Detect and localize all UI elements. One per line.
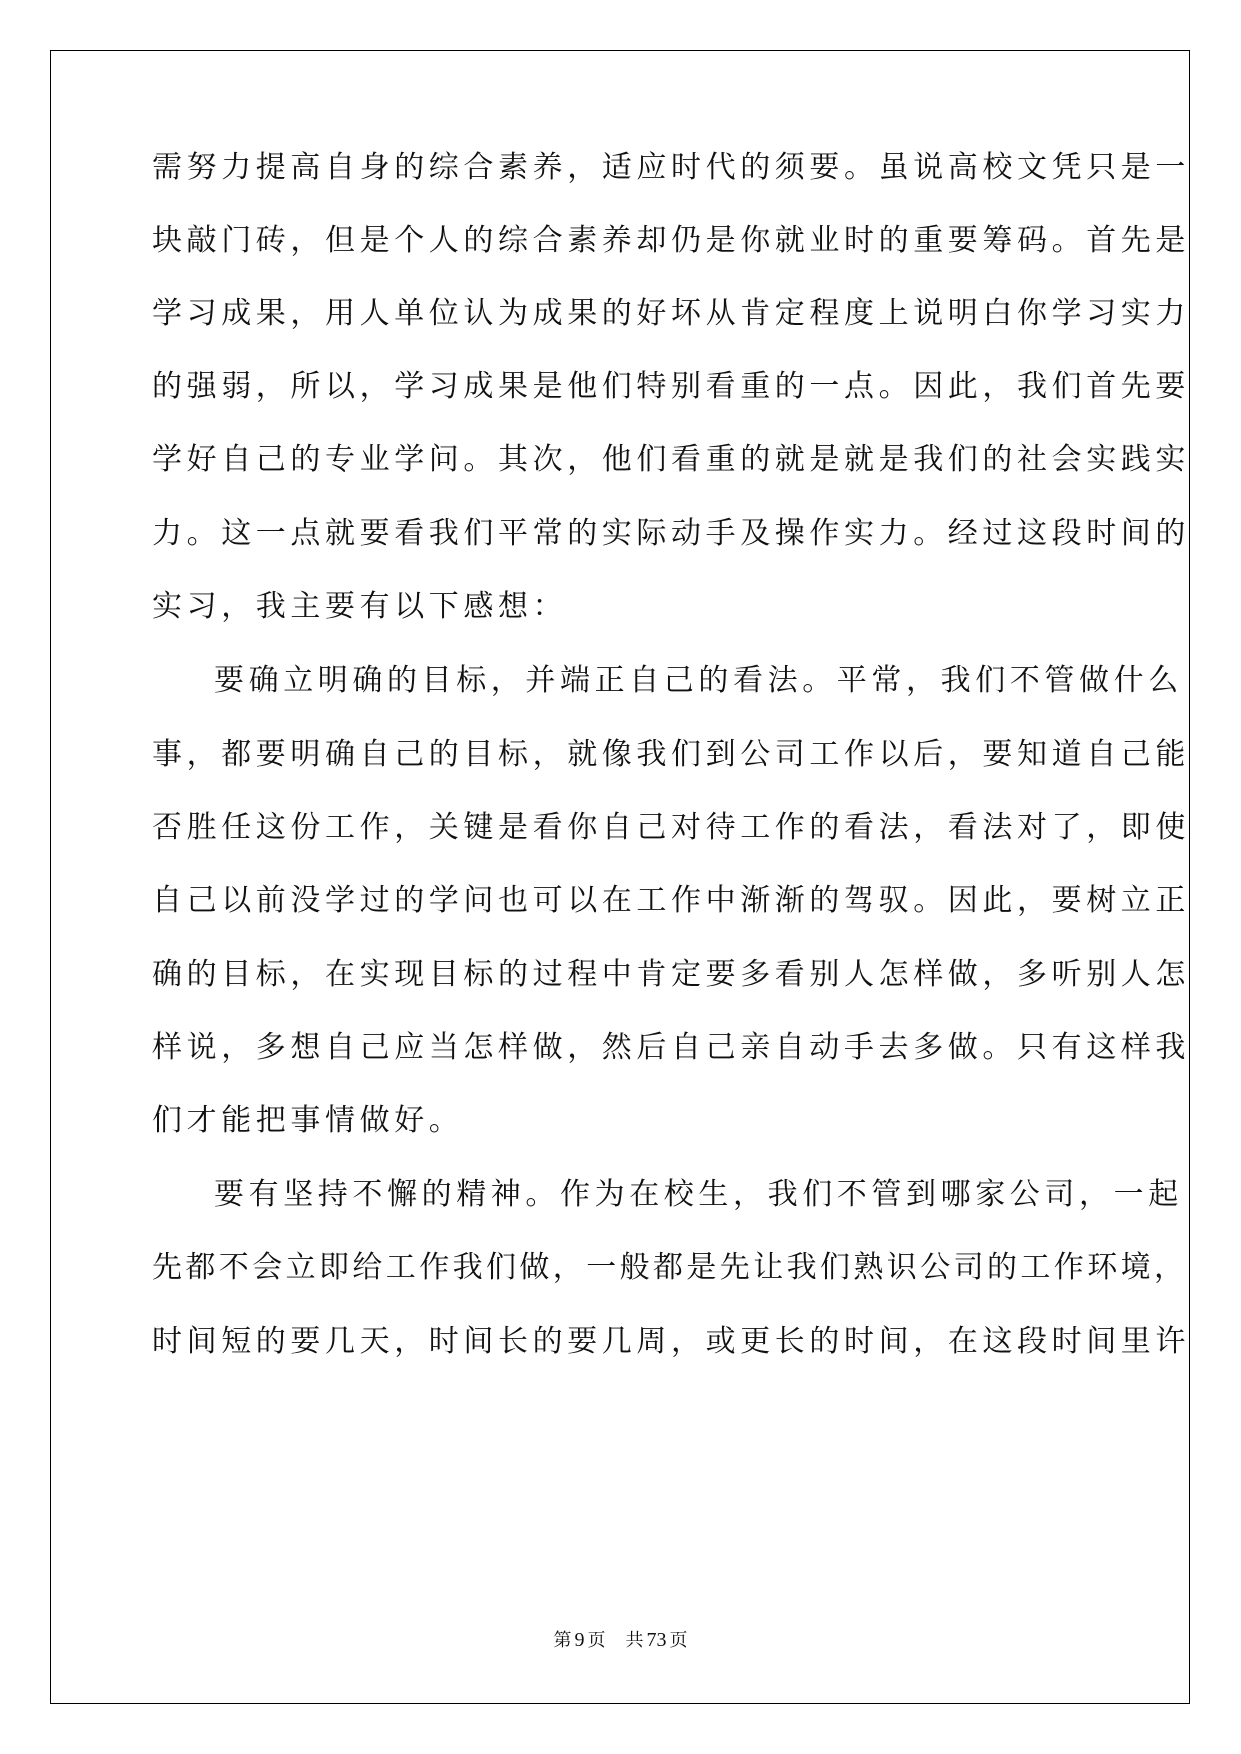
text-line: 学好自己的专业学问。其次，他们看重的就是就是我们的社会实践实 (152, 442, 1190, 477)
text-line: 们才能把事情做好。 (152, 1103, 464, 1138)
text-line: 样说，多想自己应当怎样做，然后自己亲自动手去多做。只有这样我 (152, 1030, 1190, 1065)
text-line: 的强弱，所以，学习成果是他们特别看重的一点。因此，我们首先要 (152, 369, 1190, 404)
page-prefix: 第 (553, 1630, 572, 1651)
text-line: 确的目标，在实现目标的过程中肯定要多看别人怎样做，多听别人怎 (152, 957, 1190, 992)
total-prefix: 共 (625, 1630, 644, 1651)
page-suffix: 页 (587, 1630, 606, 1651)
text-line: 力。这一点就要看我们平常的实际动手及操作实力。经过这段时间的 (152, 516, 1190, 551)
total-suffix: 页 (669, 1630, 688, 1651)
paragraph-first-line: 要确立明确的目标，并端正自己的看法。平常，我们不管做什么 (214, 663, 1183, 698)
text-line: 自己以前没学过的学问也可以在工作中渐渐的驾驭。因此，要树立正 (152, 883, 1190, 918)
text-line: 时间短的要几天，时间长的要几周，或更长的时间，在这段时间里许 (152, 1324, 1190, 1359)
text-line: 先都不会立即给工作我们做，一般都是先让我们熟识公司的工作环境， (152, 1250, 1188, 1285)
total-pages: 73 (646, 1629, 667, 1651)
text-line: 否胜任这份工作，关键是看你自己对待工作的看法，看法对了，即使 (152, 810, 1190, 845)
page-number: 9 (574, 1629, 585, 1651)
text-line: 学习成果，用人单位认为成果的好坏从肯定程度上说明白你学习实力 (152, 296, 1190, 331)
text-line: 需努力提高自身的综合素养，适应时代的须要。虽说高校文凭只是一 (152, 150, 1190, 185)
paragraph-first-line: 要有坚持不懈的精神。作为在校生，我们不管到哪家公司，一起 (214, 1177, 1183, 1212)
text-line: 块敲门砖，但是个人的综合素养却仍是你就业时的重要筹码。首先是 (152, 223, 1190, 258)
page-footer (0, 1629, 1241, 1652)
text-line: 实习，我主要有以下感想： (152, 589, 568, 624)
text-line: 事，都要明确自己的目标，就像我们到公司工作以后，要知道自己能 (152, 737, 1190, 772)
